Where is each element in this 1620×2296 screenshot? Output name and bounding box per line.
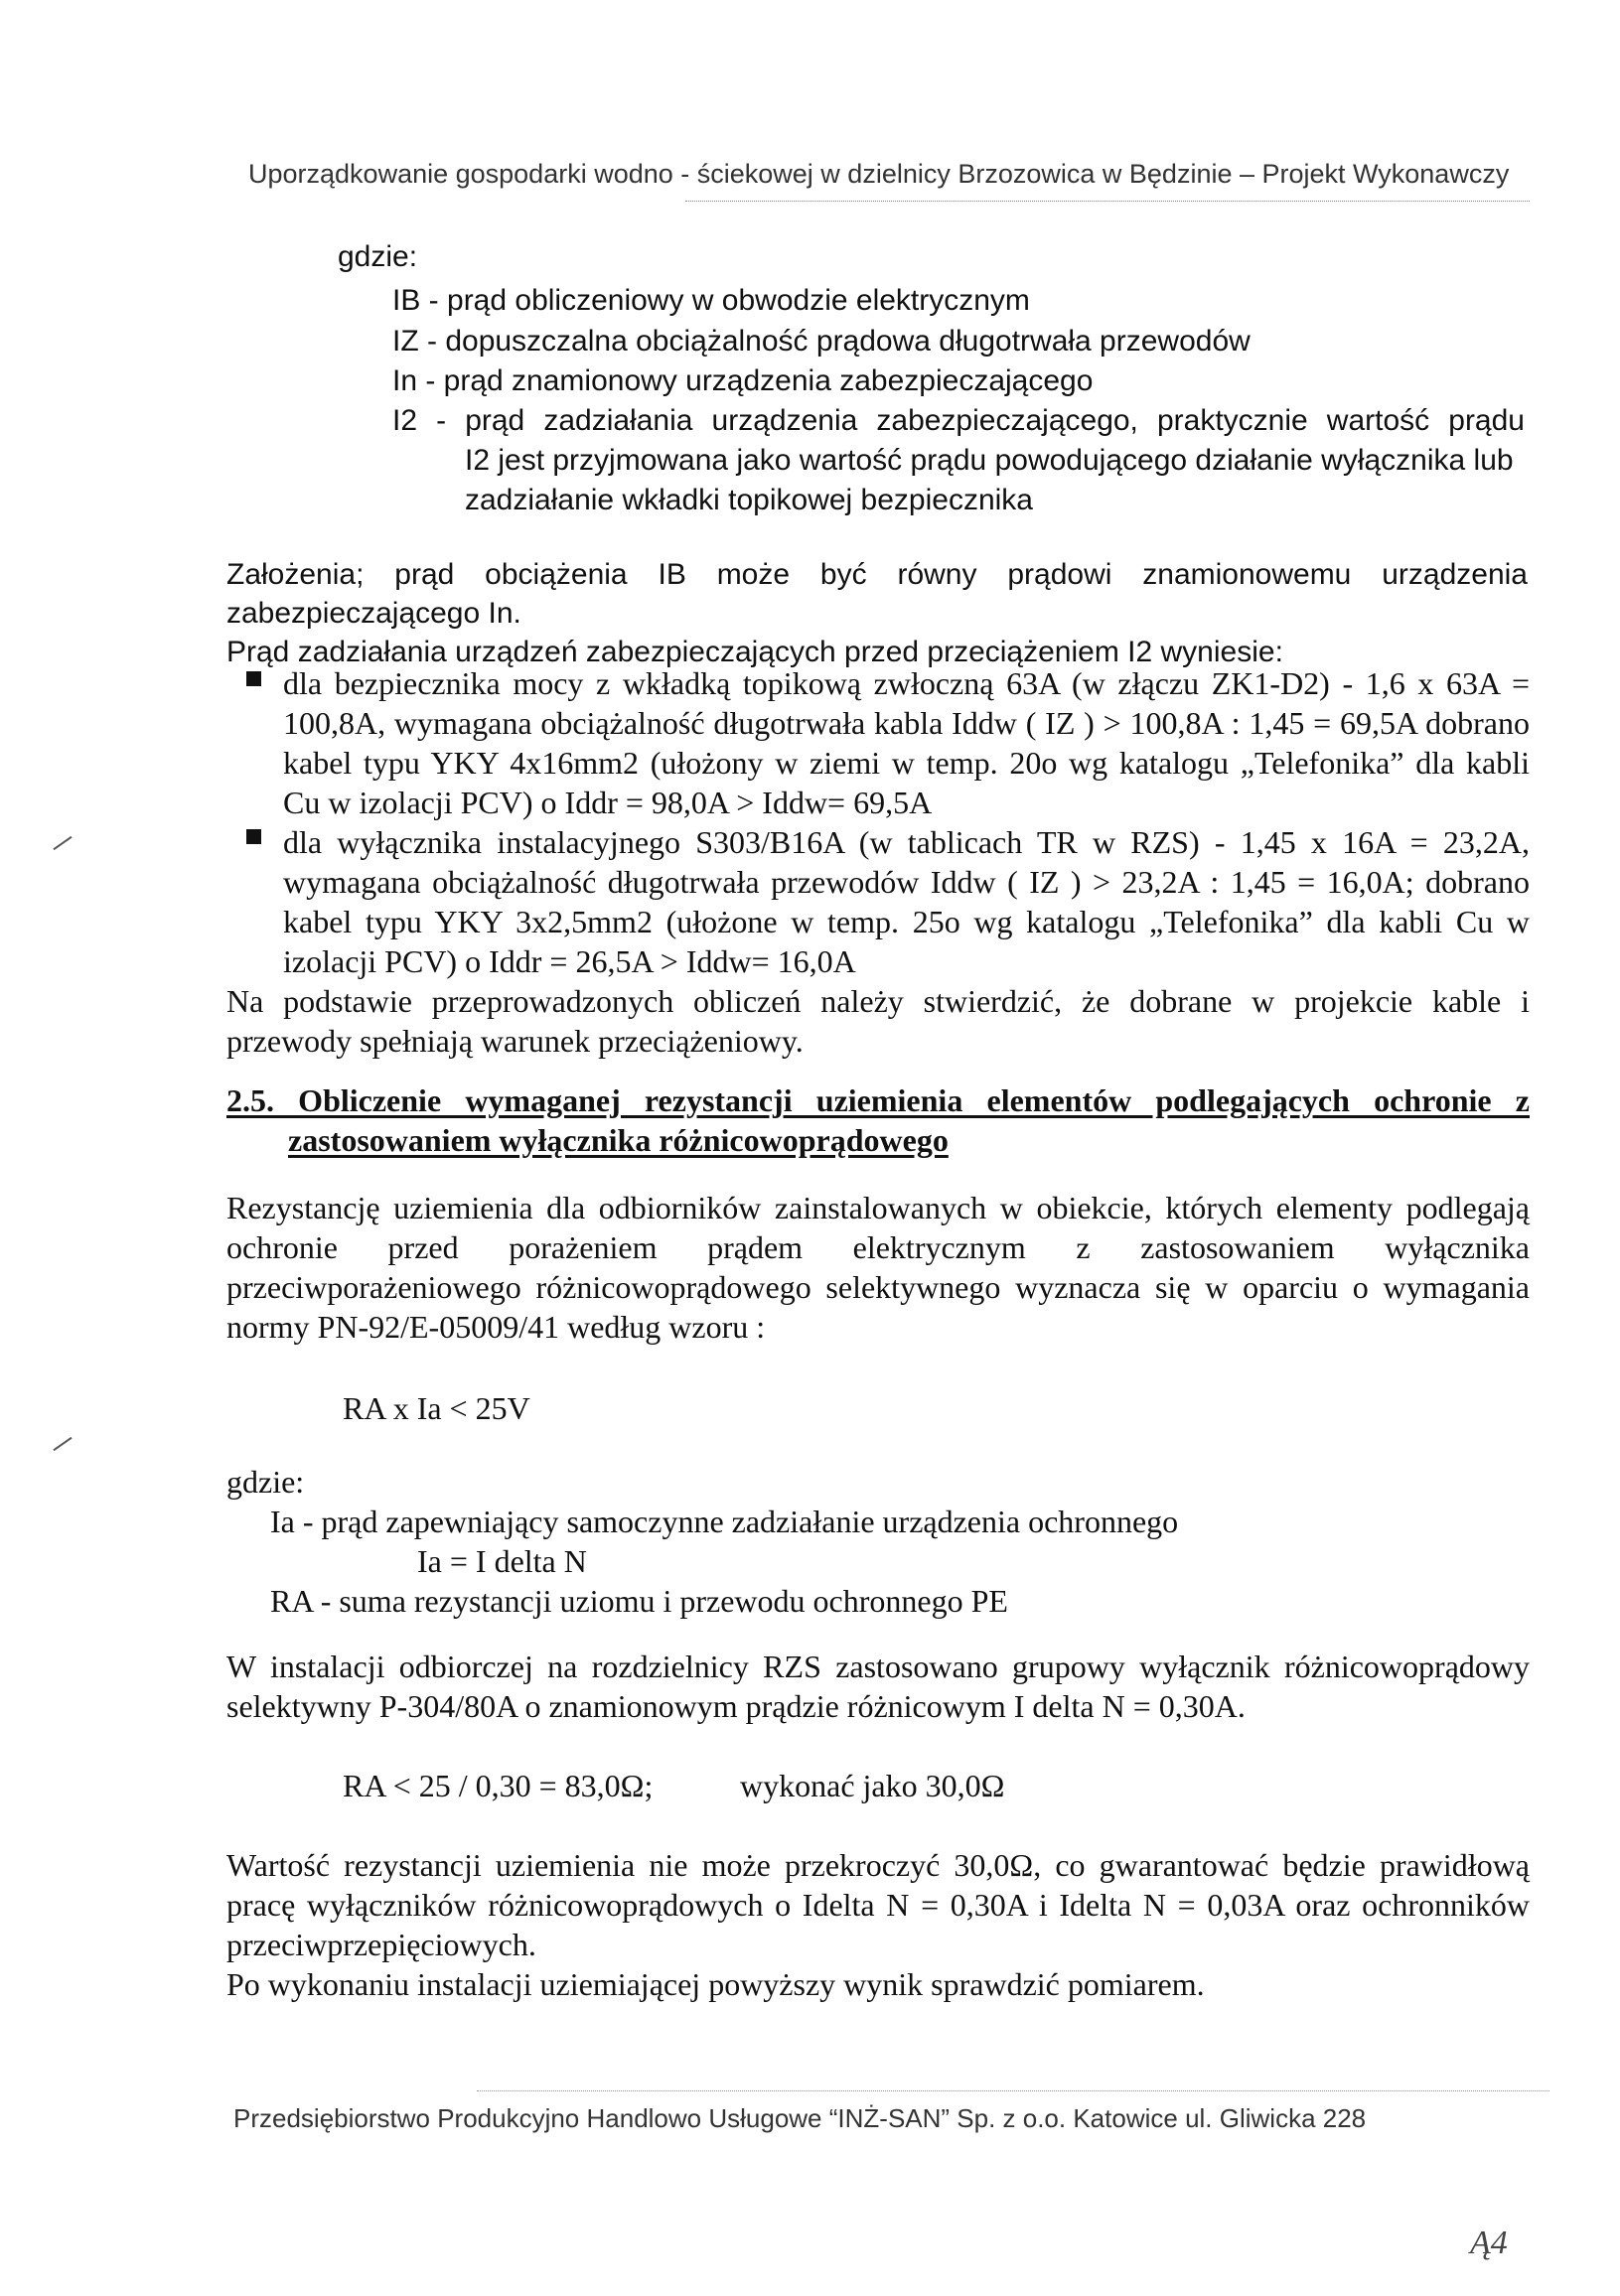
resistance-line-4: normy PN-92/E-05009/41 według wzoru :	[226, 1309, 766, 1345]
bullet2-line-2: wymagana obciążalność długotrwała przewodów Iddw ( IZ ) > 23,2A : 1,45 = 16,0A; dobrano	[283, 864, 1530, 900]
final-line-3: przeciwprzepięciowych.	[226, 1927, 536, 1962]
section-heading-line-2: zastosowaniem wyłącznika różnicowoprądowego	[288, 1122, 949, 1158]
definition-ia: Ia - prąd zapewniający samoczynne zadziałanie urządzenia ochronnego	[270, 1504, 1179, 1539]
formula-ra-note: wykonać jako 30,0Ω	[740, 1768, 1005, 1803]
bullet2-line-4: izolacji PCV) o Iddr = 26,5A > Iddw= 16,0A	[283, 943, 856, 979]
bullet2-line-3: kabel typu YKY 3x2,5mm2 (ułożone w temp. 25o wg katalogu „Telefonika” dla kabli Cu w	[283, 904, 1530, 939]
bullet1-line-4: Cu w izolacji PCV) o Iddr = 98,0A > Iddw= 69,5A	[283, 785, 933, 820]
resistance-line-1: Rezystancję uziemienia dla odbiorników zainstalowanych w obiekcie, których elementy podlegają	[226, 1190, 1530, 1225]
bullet1-line-3: kabel typu YKY 4x16mm2 (ułożony w ziemi w temp. 20o wg katalogu „Telefonika” dla kabli	[283, 745, 1530, 781]
formula-ra-ia: RA x Ia < 25V	[343, 1390, 530, 1426]
bullet-marker	[246, 829, 261, 844]
final-line-1: Wartość rezystancji uziemienia nie może przekroczyć 30,0Ω, co gwarantować będzie prawidłową	[226, 1847, 1530, 1883]
resistance-line-3: przeciwporażeniowego różnicowoprądowego selektywnego wyznacza się w oparciu o wymagania	[226, 1269, 1530, 1305]
assumption-line-2: zabezpieczającego In.	[226, 597, 521, 630]
definition-in: In - prąd znamionowy urządzenia zabezpieczającego	[392, 364, 1094, 397]
bullet1-line-1: dla bezpiecznika mocy z wkładką topikową zwłoczną 63A (w złączu ZK1-D2) - 1,6 x 63A =	[283, 665, 1530, 701]
definition-iz: IZ - dopuszczalna obciążalność prądowa długotrwała przewodów	[392, 325, 1251, 358]
page-footer: Przedsiębiorstwo Produkcyjno Handlowo Usługowe “INŻ-SAN” Sp. z o.o. Katowice ul. Gliwicka 228	[233, 2103, 1367, 2133]
bullet1-line-2: 100,8A, wymagana obciążalność długotrwała kabla Iddw ( IZ ) > 100,8A : 1,45 = 69,5A dobrano	[283, 705, 1530, 741]
bullet-marker	[246, 671, 261, 686]
page-number: Ą4	[1470, 2224, 1508, 2261]
margin-mark	[53, 836, 72, 850]
definition-ia-equation: Ia = I delta N	[417, 1543, 587, 1579]
conclusion-line-1: Na podstawie przeprowadzonych obliczeń należy stwierdzić, że dobrane w projekcie kable i	[226, 983, 1530, 1019]
definitions-intro: gdzie:	[338, 240, 418, 273]
margin-mark	[53, 1437, 72, 1451]
installation-line-2: selektywny P-304/80A o znamionowym prądzie różnicowym I delta N = 0,30A.	[226, 1688, 1246, 1724]
formula-ra-limit: RA < 25 / 0,30 = 83,0Ω;	[343, 1768, 654, 1803]
definition-ra: RA - suma rezystancji uziomu i przewodu ochronnego PE	[270, 1583, 1008, 1619]
final-line-4: Po wykonaniu instalacji uziemiającej powyższy wynik sprawdzić pomiarem.	[226, 1966, 1205, 2002]
section-heading-line-1: 2.5. Obliczenie wymaganej rezystancji uziemienia elementów podlegających ochronie z	[226, 1082, 1530, 1118]
assumption-line-1: Założenia; prąd obciążenia IB może być równy prądowi znamionowemu urządzenia	[226, 558, 1528, 591]
definition-i2-cont2: zadziałanie wkładki topikowej bezpiecznika	[465, 484, 1033, 516]
definition-ib: IB - prąd obliczeniowy w obwodzie elektrycznym	[392, 284, 1030, 317]
bullet2-line-1: dla wyłącznika instalacyjnego S303/B16A (w tablicach TR w RZS) - 1,45 x 16A = 23,2A,	[283, 824, 1530, 860]
page-header: Uporządkowanie gospodarki wodno - ściekowej w dzielnicy Brzozowica w Będzinie – Projekt Wykonawczy	[248, 159, 1510, 189]
definition-i2-cont1: I2 jest przyjmowana jako wartość prądu powodującego działanie wyłącznika lub	[465, 444, 1514, 477]
header-rule	[685, 201, 1530, 202]
installation-line-1: W instalacji odbiorczej na rozdzielnicy RZS zastosowano grupowy wyłącznik różnicowoprądowy	[226, 1649, 1530, 1684]
final-line-2: pracę wyłączników różnicowoprądowych o Idelta N = 0,30A i Idelta N = 0,03A oraz ochronników	[226, 1887, 1530, 1923]
definition-i2: I2 - prąd zadziałania urządzenia zabezpieczającego, praktycznie wartość prądu	[392, 404, 1525, 437]
where-label: gdzie:	[226, 1464, 305, 1500]
footer-rule	[477, 2090, 1549, 2091]
conclusion-line-2: przewody spełniają warunek przeciążeniowy.	[226, 1023, 804, 1059]
resistance-line-2: ochronie przed porażeniem prądem elektrycznym z zastosowaniem wyłącznika	[226, 1229, 1530, 1265]
overload-intro: Prąd zadziałania urządzeń zabezpieczających przed przeciążeniem I2 wyniesie:	[226, 636, 1283, 668]
